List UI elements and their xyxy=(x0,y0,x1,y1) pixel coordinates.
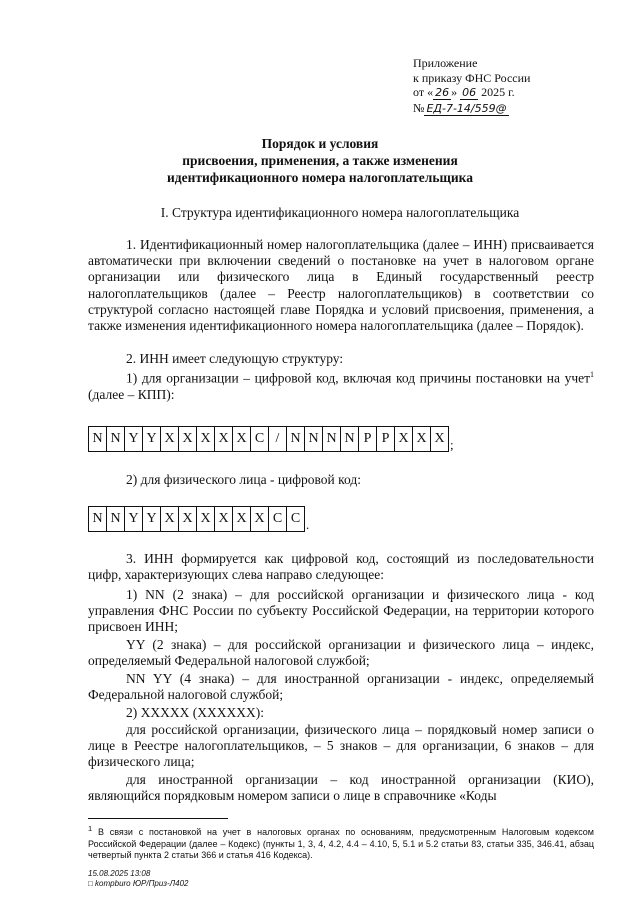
title-line2: присвоения, применения, а также изменения xyxy=(182,153,458,168)
code-tail: . xyxy=(306,517,310,532)
code-cell: P xyxy=(376,426,395,452)
code-cell: X xyxy=(394,426,413,452)
appendix-date: от « 26 » 06 2025 г. xyxy=(413,85,515,99)
code-cell: / xyxy=(268,426,287,452)
paragraph-6: 1) NN (2 знака) – для российской организации и физического лица - код управления ФНС России по субъекту Российской Федерации, на территории которого присвоен ИНН; xyxy=(88,587,594,635)
code-cell: X xyxy=(430,426,449,452)
appendix-number: № ЕД-7-14/559@ xyxy=(413,100,507,115)
title-line1: Порядок и условия xyxy=(261,136,379,151)
code-cell: N xyxy=(106,506,125,532)
paragraph-5: 3. ИНН формируется как цифровой код, состоящий из последовательности цифр, характеризующих слева направо следующее: xyxy=(88,551,594,583)
code-cell: Y xyxy=(142,506,161,532)
code-cell: X xyxy=(214,426,233,452)
code-cell: Y xyxy=(142,426,161,452)
code-cell: X xyxy=(232,426,251,452)
code-cell: N xyxy=(340,426,359,452)
title-line3: идентификационного номера налогоплательщика xyxy=(167,170,473,185)
code-cell: P xyxy=(358,426,377,452)
code-cell: C xyxy=(268,506,287,532)
code-cell: X xyxy=(160,506,179,532)
code-cell: X xyxy=(160,426,179,452)
paragraph-8: NN YY (4 знака) – для иностранной организации - индекс, определяемый Федеральной налоговой службой; xyxy=(88,671,594,703)
paragraph-4: 2) для физического лица - цифровой код: xyxy=(126,472,362,487)
code-cell: C xyxy=(250,426,269,452)
paragraph-1: 1. Идентификационный номер налогоплательщика (далее – ИНН) присваивается автоматически при включении сведений о постановке на учет в налоговом органе организации или физического лица в Единый государственный реестр налогоплательщиков (далее – Реестр налогоплательщиков) в соответствии со структурой согласно настоящей главе Порядка и условий присвоения, применения, а также изменения идентификационного номера налогоплательщика (далее – Порядок). xyxy=(88,237,594,334)
code-cell: N xyxy=(88,426,107,452)
paragraph-11: для иностранной организации – код иностранной организации (КИО), являющийся порядковым номером записи о лице в справочнике «Коды xyxy=(88,772,594,804)
footnote: $^1$ В связи с постановкой на учет в налоговых органах по основаниям, предусмотренным Налоговым кодексом Российской Федерации (далее – Кодекс) (пункты 1, 3, 4, 4.2, 4.4 – 4.10, 5, 5.1 и 5.2 статьи 83, статьи 335, 346.41, абзац четвертый пункта 2 статьи 366 и статья 416 Кодекса). xyxy=(88,824,594,860)
code-cell: X xyxy=(232,506,251,532)
paragraph-2: 2. ИНН имеет следующую структуру: xyxy=(126,351,344,366)
section-heading: I. Структура идентификационного номера налогоплательщика xyxy=(160,205,520,220)
handwritten-order-number: ЕД-7-14/559@ xyxy=(426,101,507,115)
paragraph-9: 2) XXXXX (XXXXXX): xyxy=(126,705,264,720)
handwritten-day: 26 xyxy=(435,86,450,99)
code-cell: Y xyxy=(124,426,143,452)
print-timestamp: 15.08.2025 13:08 xyxy=(88,869,151,878)
code-cell: X xyxy=(178,426,197,452)
code-cell: N xyxy=(304,426,323,452)
code-cell: X xyxy=(178,506,197,532)
paragraph-10: для российской организации, физического лица – порядковый номер записи о лице в Реестре налогоплательщиков, – 5 знаков – для организации, 6 знаков – для физического лица; xyxy=(88,722,594,770)
code-cell: N xyxy=(106,426,125,452)
code-org-cells xyxy=(88,426,454,452)
code-cell: X xyxy=(196,506,215,532)
print-path: □ kompburo ЮР/Приз-Л402 xyxy=(88,879,189,888)
paragraph-7: YY (2 знака) – для российской организации и физического лица – индекс, определяемый Федеральной налоговой службой; xyxy=(88,637,594,669)
appendix-block xyxy=(413,56,530,116)
paragraph-3: 1) для организации – цифровой код, включая код причины постановки на учет$^1$ (далее – КПП): xyxy=(88,370,594,402)
code-person-cells xyxy=(88,506,309,532)
code-cell: X xyxy=(412,426,431,452)
handwritten-month: 06 xyxy=(462,86,477,99)
code-cell: N xyxy=(286,426,305,452)
print-meta xyxy=(88,869,189,889)
code-cell: N xyxy=(88,506,107,532)
code-cell: X xyxy=(214,506,233,532)
code-cell: X xyxy=(250,506,269,532)
appendix-line2: к приказу ФНС России xyxy=(413,70,531,85)
code-cell: Y xyxy=(124,506,143,532)
appendix-line1: Приложение xyxy=(413,56,478,70)
code-cell: C xyxy=(286,506,305,532)
code-tail: ; xyxy=(450,437,454,452)
code-cell: X xyxy=(196,426,215,452)
document-title xyxy=(0,135,640,186)
footnote-ref: 1 xyxy=(590,370,594,379)
footnote-separator xyxy=(88,818,228,819)
code-cell: N xyxy=(322,426,341,452)
